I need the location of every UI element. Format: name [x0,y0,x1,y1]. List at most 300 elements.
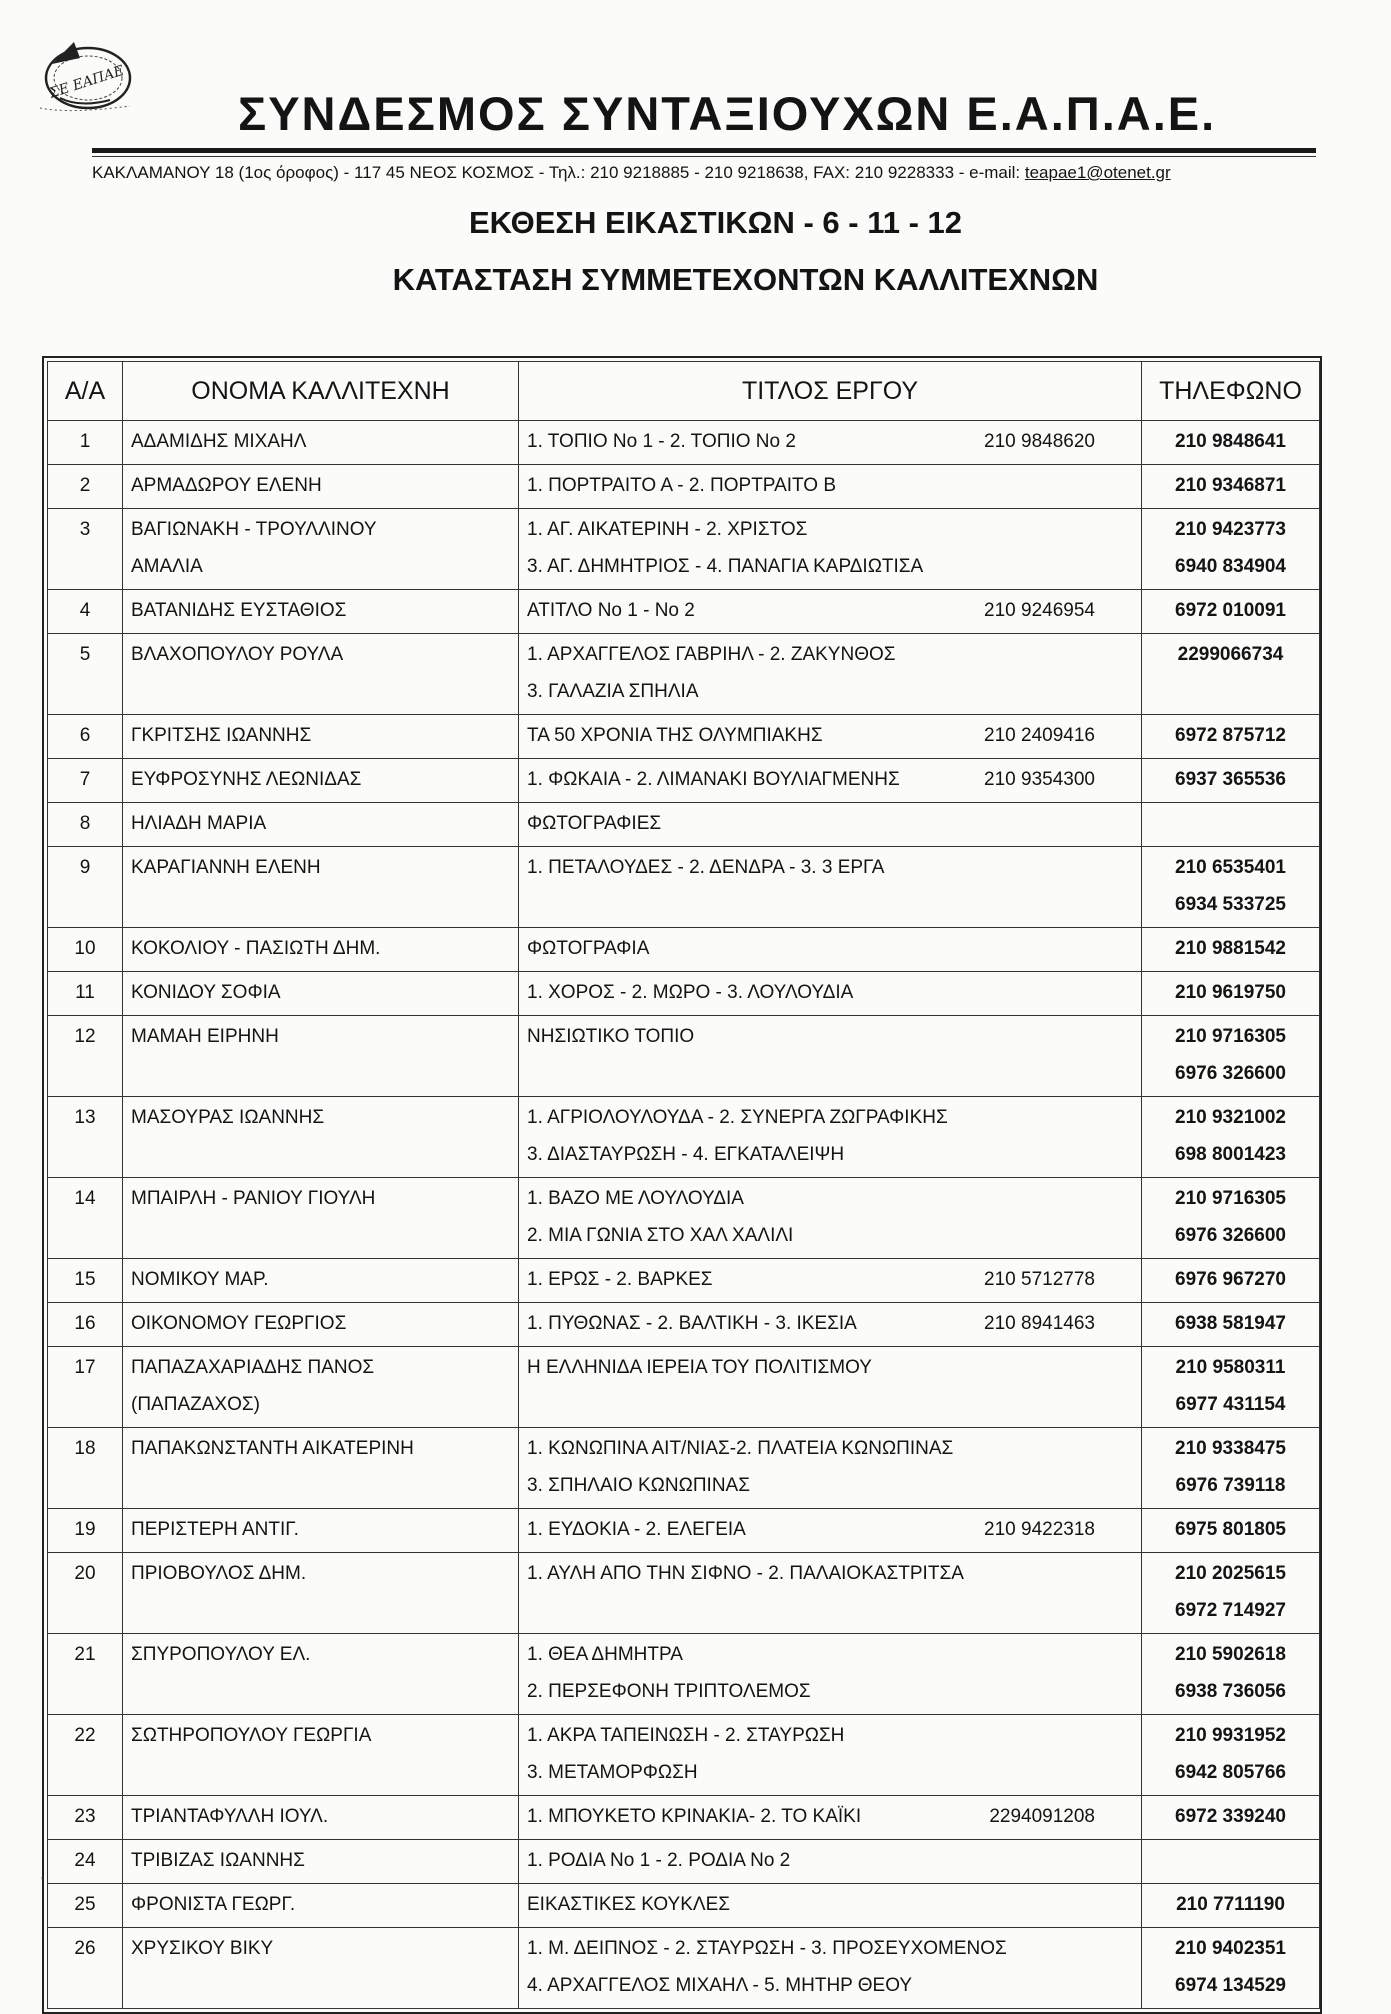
phone-number: 6940 834904 [1175,556,1286,577]
table-row [48,715,1320,759]
email-link[interactable]: teapae1@otenet.gr [1024,163,1171,182]
cell-title [519,465,1142,509]
cell-title [519,972,1142,1016]
work-title-line [527,1103,1135,1140]
work-title-line [527,515,1135,552]
phone-number: 210 9848641 [1175,431,1286,452]
work-title: Η ΕΛΛΗΝΙΔΑ ΙΕΡΕΙΑ ΤΟΥ ΠΟΛΙΤΙΣΜΟΥ [527,1357,872,1378]
table-row [48,1840,1320,1884]
cell-name [123,1303,519,1347]
cell-title [519,1097,1142,1178]
table-row [48,1928,1320,2009]
cell-name [123,715,519,759]
artist-name: ΣΠΥΡΟΠΟΥΛΟΥ ΕΛ. [131,1644,311,1665]
artist-name: ΓΚΡΙΤΣΗΣ ΙΩΑΝΝΗΣ [131,725,312,746]
cell-name [123,1428,519,1509]
cell-name [123,634,519,715]
work-title: 3. ΔΙΑΣΤΑΥΡΩΣΗ - 4. ΕΓΚΑΤΑΛΕΙΨΗ [527,1144,845,1165]
work-title-line [527,677,1135,714]
row-number: 2 [79,475,91,496]
cell-aa [48,1840,123,1884]
work-title: 1. ΑΡΧΑΓΓΕΛΟΣ ΓΑΒΡΙΗΛ - 2. ΖΑΚΥΝΘΟΣ [527,644,896,665]
work-title: 1. ΑΓ. ΑΙΚΑΤΕΡΙΝΗ - 2. ΧΡΙΣΤΟΣ [527,519,808,540]
cell-aa [48,972,123,1016]
artist-name: ΕΥΦΡΟΣΥΝΗΣ ΛΕΩΝΙΔΑΣ [131,769,362,790]
cell-title [519,1553,1142,1634]
phone-number: 6974 134529 [1175,1975,1286,1996]
phone-number [1142,1846,1319,1883]
phone-number: 6942 805766 [1175,1762,1286,1783]
cell-name [123,1634,519,1715]
page-mark: · [40,1870,44,1884]
cell-aa [48,759,123,803]
work-title: ΑΤΙΤΛΟ Νο 1 - Νο 2 [527,600,695,621]
cell-title [519,759,1142,803]
cell-name [123,847,519,928]
phone-number: 6976 326600 [1175,1063,1286,1084]
cell-title [519,1347,1142,1428]
cell-aa [48,1553,123,1634]
table-row [48,1178,1320,1259]
work-title-line [527,1802,1135,1839]
cell-title [519,1509,1142,1553]
artist-name: ΦΡΟΝΙΣΤΑ ΓΕΩΡΓ. [131,1894,296,1915]
artists-table-frame [42,356,1322,2014]
work-title-line [527,1471,1135,1508]
row-number: 21 [74,1644,96,1665]
table-row [48,509,1320,590]
work-title-line [527,427,1135,464]
column-header-title: ΤΙΤΛΟΣ ΕΡΓΟΥ [519,362,1142,421]
extra-phone: 2294091208 [989,1806,1095,1827]
cell-aa [48,1928,123,2009]
cell-aa [48,1884,123,1928]
cell-aa [48,1097,123,1178]
phone-number: 210 9321002 [1175,1107,1286,1128]
work-title-line [527,1022,1135,1059]
participants-heading: ΚΑΤΑΣΤΑΣΗ ΣΥΜΜΕΤΕΧΟΝΤΩΝ ΚΑΛΛΙΤΕΧΝΩΝ [392,262,1099,297]
cell-aa [48,1428,123,1509]
artist-name: ΚΑΡΑΓΙΑΝΝΗ ΕΛΕΝΗ [131,857,321,878]
cell-phone [1142,1178,1320,1259]
cell-phone [1142,1840,1320,1884]
work-title-line [527,721,1135,758]
cell-aa [48,509,123,590]
cell-aa [48,1715,123,1796]
cell-name [123,509,519,590]
table-row [48,590,1320,634]
work-title-line [527,1640,1135,1677]
cell-title [519,928,1142,972]
phone-number: 210 9931952 [1175,1725,1286,1746]
table-row [48,972,1320,1016]
work-title: 1. ΠΟΡΤΡΑΙΤΟ Α - 2. ΠΟΡΤΡΑΙΤΟ Β [527,475,837,496]
row-number: 6 [79,725,91,746]
artist-name: ΑΡΜΑΔΩΡΟΥ ΕΛΕΝΗ [131,475,322,496]
header-rule-thin [92,156,1316,157]
row-number: 26 [74,1938,96,1959]
cell-title [519,1796,1142,1840]
phone-number: 210 5902618 [1175,1644,1286,1665]
cell-aa [48,465,123,509]
work-title-line [527,1221,1135,1258]
cell-aa [48,1178,123,1259]
work-title-line [527,809,1135,846]
address-text: ΚΑΚΛΑΜΑΝΟΥ 18 (1ος όροφος) - 117 45 ΝΕΟΣ ΚΟΣΜΟΣ - Τηλ.: 210 9218885 - 210 9218638, FAX: 210 9228333 - e-mail: [92,163,1025,182]
cell-name [123,759,519,803]
row-number: 19 [74,1519,96,1540]
column-header-name: ΟΝΟΜΑ ΚΑΛΛΙΤΕΧΝΗ [123,362,519,421]
cell-phone [1142,1097,1320,1178]
header-rule [92,148,1316,153]
work-title: ΤΑ 50 ΧΡΟΝΙΑ ΤΗΣ ΟΛΥΜΠΙΑΚΗΣ [527,725,823,746]
phone-number: 210 9716305 [1175,1026,1286,1047]
artist-name: ΠΑΠΑΖΑΧΑΡΙΑΔΗΣ ΠΑΝΟΣ [131,1357,375,1378]
cell-title [519,634,1142,715]
work-title: 1. ΚΩΝΩΠΙΝΑ ΑΙΤ/ΝΙΑΣ-2. ΠΛΑΤΕΙΑ ΚΩΝΩΠΙΝΑΣ [527,1438,954,1459]
work-title-line [527,1140,1135,1177]
phone-number: 6977 431154 [1175,1394,1286,1415]
work-title: 3. ΣΠΗΛΑΙΟ ΚΩΝΩΠΙΝΑΣ [527,1475,750,1496]
cell-name [123,1509,519,1553]
work-title: 2. ΜΙΑ ΓΩΝΙΑ ΣΤΟ ΧΑΛ ΧΑΛΙΛΙ [527,1225,794,1246]
cell-aa [48,634,123,715]
artist-name: ΣΩΤΗΡΟΠΟΥΛΟΥ ΓΕΩΡΓΙΑ [131,1725,372,1746]
artist-name: ΠΕΡΙΣΤΕΡΗ ΑΝΤΙΓ. [131,1519,299,1540]
phone-number: 210 9402351 [1175,1938,1286,1959]
phone-number: 210 9423773 [1175,519,1286,540]
work-title-line [527,1434,1135,1471]
table-row [48,1715,1320,1796]
phone-number: 210 9881542 [1175,938,1286,959]
work-title: 1. ΕΡΩΣ - 2. ΒΑΡΚΕΣ [527,1269,713,1290]
artist-name: (ΠΑΠΑΖΑΧΟΣ) [131,1394,260,1415]
work-title: 1. ΑΓΡΙΟΛΟΥΛΟΥΔΑ - 2. ΣΥΝΕΡΓΑ ΖΩΓΡΑΦΙΚΗΣ [527,1107,948,1128]
cell-name [123,1097,519,1178]
cell-phone [1142,1303,1320,1347]
cell-name [123,1347,519,1428]
work-title-line [527,978,1135,1015]
column-header-aa: Α/Α [48,362,123,421]
cell-name [123,1884,519,1928]
work-title: 1. ΒΑΖΟ ΜΕ ΛΟΥΛΟΥΔΙΑ [527,1188,744,1209]
work-title: 3. ΑΓ. ΔΗΜΗΤΡΙΟΣ - 4. ΠΑΝΑΓΙΑ ΚΑΡΔΙΩΤΙΣΑ [527,556,924,577]
work-title: 1. ΤΟΠΙΟ Νο 1 - 2. ΤΟΠΙΟ Νο 2 [527,431,796,452]
phone-number: 210 7711190 [1176,1894,1285,1915]
work-title-line [527,1677,1135,1714]
artist-name: ΑΜΑΛΙΑ [131,556,203,577]
extra-phone: 210 9848620 [984,431,1095,452]
cell-name [123,1928,519,2009]
extra-phone: 210 9354300 [984,769,1095,790]
artist-name: ΚΟΝΙΔΟΥ ΣΟΦΙΑ [131,982,281,1003]
address-line [92,163,1342,183]
cell-aa [48,1016,123,1097]
row-number: 11 [75,982,95,1003]
cell-aa [48,1303,123,1347]
cell-phone [1142,1553,1320,1634]
work-title-line [527,1934,1135,1971]
cell-phone [1142,1796,1320,1840]
work-title: ΦΩΤΟΓΡΑΦΙΕΣ [527,813,662,834]
phone-number: 210 9580311 [1175,1357,1286,1378]
extra-phone: 210 2409416 [984,725,1095,746]
cell-phone [1142,590,1320,634]
extra-phone: 210 5712778 [984,1269,1095,1290]
cell-title [519,715,1142,759]
svg-text:ΣΕ ΕΑΠΑΕ: ΣΕ ΕΑΠΑΕ [47,62,127,102]
phone-number: 210 9619750 [1175,982,1286,1003]
cell-name [123,1715,519,1796]
artist-name: ΒΑΓΙΩΝΑΚΗ - ΤΡΟΥΛΛΙΝΟΥ [131,519,377,540]
cell-name [123,421,519,465]
table-row [48,634,1320,715]
cell-aa [48,1347,123,1428]
phone-number: 210 6535401 [1175,857,1286,878]
table-row [48,1016,1320,1097]
work-title-line [527,471,1135,508]
cell-phone [1142,803,1320,847]
phone-number: 6934 533725 [1175,894,1286,915]
cell-phone [1142,1509,1320,1553]
phone-number [1142,809,1319,846]
cell-aa [48,928,123,972]
cell-phone [1142,1259,1320,1303]
row-number: 7 [79,769,91,790]
cell-aa [48,1259,123,1303]
row-number: 12 [74,1026,96,1047]
row-number: 23 [74,1806,96,1827]
cell-phone [1142,759,1320,803]
cell-aa [48,847,123,928]
cell-name [123,1796,519,1840]
row-number: 5 [79,644,91,665]
cell-name [123,928,519,972]
work-title: 1. ΠΥΘΩΝΑΣ - 2. ΒΑΛΤΙΚΗ - 3. ΙΚΕΣΙΑ [527,1313,857,1334]
phone-number: 6937 365536 [1175,769,1286,790]
cell-aa [48,590,123,634]
row-number: 3 [79,519,91,540]
work-title: 1. ΦΩΚΑΙΑ - 2. ΛΙΜΑΝΑΚΙ ΒΟΥΛΙΑΓΜΕΝΗΣ [527,769,900,790]
cell-title [519,590,1142,634]
work-title-line [527,596,1135,633]
work-title-line [527,934,1135,971]
phone-number: 210 9716305 [1175,1188,1286,1209]
work-title-line [527,1758,1135,1795]
phone-number: 6976 967270 [1175,1269,1286,1290]
cell-phone [1142,1016,1320,1097]
cell-title [519,1928,1142,2009]
row-number: 1 [79,431,91,452]
table-row [48,759,1320,803]
row-number: 18 [74,1438,96,1459]
artist-name: ΜΠΑΙΡΛΗ - ΡΑΝΙΟΥ ΓΙΟΥΛΗ [131,1188,376,1209]
artist-name: ΠΡΙΟΒΟΥΛΟΣ ΔΗΜ. [131,1563,307,1584]
cell-name [123,590,519,634]
phone-number: 2299066734 [1177,644,1284,665]
phone-number: 698 8001423 [1175,1144,1286,1165]
work-title: ΝΗΣΙΩΤΙΚΟ ΤΟΠΙΟ [527,1026,695,1047]
exhibition-heading: ΕΚΘΕΣΗ ΕΙΚΑΣΤΙΚΩΝ - 6 - 11 - 12 [468,205,963,240]
work-title-line [527,1309,1135,1346]
cell-phone [1142,1884,1320,1928]
work-title: 1. Μ. ΔΕΙΠΝΟΣ - 2. ΣΤΑΥΡΩΣΗ - 3. ΠΡΟΣΕΥΧΟΜΕΝΟΣ [527,1938,1007,1959]
work-title-line [527,1515,1135,1552]
artist-name: ΤΡΙΒΙΖΑΣ ΙΩΑΝΝΗΣ [131,1850,305,1871]
cell-phone [1142,1715,1320,1796]
work-title-line [527,1184,1135,1221]
work-title: 1. ΧΟΡΟΣ - 2. ΜΩΡΟ - 3. ΛΟΥΛΟΥΔΙΑ [527,982,854,1003]
row-number: 10 [74,938,96,959]
phone-number: 6972 010091 [1175,600,1286,621]
cell-aa [48,1796,123,1840]
work-title-line [527,1559,1135,1596]
work-title-line [527,1721,1135,1758]
phone-number: 210 2025615 [1175,1563,1286,1584]
phone-number: 210 9346871 [1175,475,1286,496]
cell-title [519,1259,1142,1303]
work-title: 1. ΠΕΤΑΛΟΥΔΕΣ - 2. ΔΕΝΔΡΑ - 3. 3 ΕΡΓΑ [527,857,885,878]
cell-title [519,1634,1142,1715]
cell-name [123,465,519,509]
extra-phone: 210 8941463 [984,1313,1095,1334]
artist-name: ΗΛΙΑΔΗ ΜΑΡΙΑ [131,813,267,834]
cell-name [123,1553,519,1634]
work-title: ΕΙΚΑΣΤΙΚΕΣ ΚΟΥΚΛΕΣ [527,1894,731,1915]
work-title-line [527,765,1135,802]
row-number: 13 [74,1107,96,1128]
phone-number: 6972 714927 [1175,1600,1286,1621]
cell-aa [48,1634,123,1715]
row-number: 24 [74,1850,96,1871]
table-row [48,1347,1320,1428]
cell-phone [1142,1928,1320,2009]
artist-name: ΜΑΣΟΥΡΑΣ ΙΩΑΝΝΗΣ [131,1107,325,1128]
cell-title [519,1303,1142,1347]
phone-number: 6975 801805 [1175,1519,1286,1540]
work-title-line [527,1890,1135,1927]
table-body [48,421,1320,2009]
row-number: 25 [74,1894,96,1915]
table-row [48,803,1320,847]
table-row [48,421,1320,465]
work-title-line [527,1846,1135,1883]
row-number: 15 [74,1269,96,1290]
cell-name [123,1840,519,1884]
cell-title [519,1016,1142,1097]
table-row [48,928,1320,972]
cell-phone [1142,509,1320,590]
phone-number: 6972 875712 [1175,725,1286,746]
artist-name: ΧΡΥΣΙΚΟΥ ΒΙΚΥ [131,1938,274,1959]
work-title: 1. ΑΥΛΗ ΑΠΟ ΤΗΝ ΣΙΦΝΟ - 2. ΠΑΛΑΙΟΚΑΣΤΡΙΤΣΑ [527,1563,964,1584]
phone-number: 6938 736056 [1175,1681,1286,1702]
row-number: 4 [79,600,91,621]
table-row [48,1428,1320,1509]
artist-name: ΜΑΜΑΗ ΕΙΡΗΝΗ [131,1026,279,1047]
work-title: 3. ΜΕΤΑΜΟΡΦΩΣΗ [527,1762,698,1783]
cell-phone [1142,972,1320,1016]
cell-title [519,803,1142,847]
cell-title [519,509,1142,590]
table-row [48,1509,1320,1553]
row-number: 8 [79,813,91,834]
artist-name: ΟΙΚΟΝΟΜΟΥ ΓΕΩΡΓΙΟΣ [131,1313,347,1334]
cell-aa [48,803,123,847]
extra-phone: 210 9422318 [984,1519,1095,1540]
work-title: ΦΩΤΟΓΡΑΦΙΑ [527,938,650,959]
cell-phone [1142,421,1320,465]
phone-number: 210 9338475 [1175,1438,1286,1459]
work-title: 4. ΑΡΧΑΓΓΕΛΟΣ ΜΙΧΑΗΛ - 5. ΜΗΤΗΡ ΘΕΟΥ [527,1975,913,1996]
artist-name: ΒΛΑΧΟΠΟΥΛΟΥ ΡΟΥΛΑ [131,644,344,665]
phone-number: 6938 581947 [1175,1313,1286,1334]
column-header-phone: ΤΗΛΕΦΩΝΟ [1142,362,1320,421]
cell-aa [48,715,123,759]
row-number: 16 [74,1313,96,1334]
work-title-line [527,1353,1135,1390]
phone-number: 6976 326600 [1175,1225,1286,1246]
phone-number: 6976 739118 [1175,1475,1286,1496]
table-row [48,1884,1320,1928]
artists-table [47,361,1320,2009]
cell-name [123,972,519,1016]
row-number: 9 [79,857,91,878]
cell-phone [1142,1634,1320,1715]
row-number: 20 [74,1563,96,1584]
cell-title [519,1884,1142,1928]
table-header-row [48,362,1320,421]
cell-name [123,1178,519,1259]
extra-phone: 210 9246954 [984,600,1095,621]
table-row [48,1259,1320,1303]
organization-title: ΣΥΝΔΕΣΜΟΣ ΣΥΝΤΑΞΙΟΥΧΩΝ Ε.Α.Π.Α.Ε. [238,87,1217,140]
table-row [48,1634,1320,1715]
cell-phone [1142,928,1320,972]
cell-phone [1142,1347,1320,1428]
work-title: 1. ΡΟΔΙΑ Νο 1 - 2. ΡΟΔΙΑ Νο 2 [527,1850,791,1871]
phone-number: 6972 339240 [1175,1806,1286,1827]
cell-phone [1142,1428,1320,1509]
cell-aa [48,421,123,465]
work-title-line [527,1265,1135,1302]
work-title: 1. ΜΠΟΥΚΕΤΟ ΚΡΙΝΑΚΙΑ- 2. ΤΟ ΚΑΪΚΙ [527,1806,862,1827]
cell-title [519,421,1142,465]
work-title-line [527,853,1135,890]
logo-emblem [30,28,150,128]
cell-aa [48,1509,123,1553]
table-row [48,1553,1320,1634]
artist-name: ΤΡΙΑΝΤΑΦΥΛΛΗ ΙΟΥΛ. [131,1806,329,1827]
cell-name [123,1259,519,1303]
artist-name: ΝΟΜΙΚΟΥ ΜΑΡ. [131,1269,269,1290]
work-title: 3. ΓΑΛΑΖΙΑ ΣΠΗΛΙΑ [527,681,699,702]
cell-title [519,1840,1142,1884]
cell-title [519,1428,1142,1509]
row-number: 22 [74,1725,96,1746]
work-title-line [527,552,1135,589]
work-title: 2. ΠΕΡΣΕΦΟΝΗ ΤΡΙΠΤΟΛΕΜΟΣ [527,1681,811,1702]
table-row [48,1796,1320,1840]
row-number: 17 [74,1357,96,1378]
work-title: 1. ΘΕΑ ΔΗΜΗΤΡΑ [527,1644,683,1665]
cell-phone [1142,715,1320,759]
artist-name: ΠΑΠΑΚΩΝΣΤΑΝΤΗ ΑΙΚΑΤΕΡΙΝΗ [131,1438,414,1459]
artist-name: ΒΑΤΑΝΙΔΗΣ ΕΥΣΤΑΘΙΟΣ [131,600,347,621]
cell-phone [1142,465,1320,509]
table-row [48,1097,1320,1178]
table-row [48,847,1320,928]
